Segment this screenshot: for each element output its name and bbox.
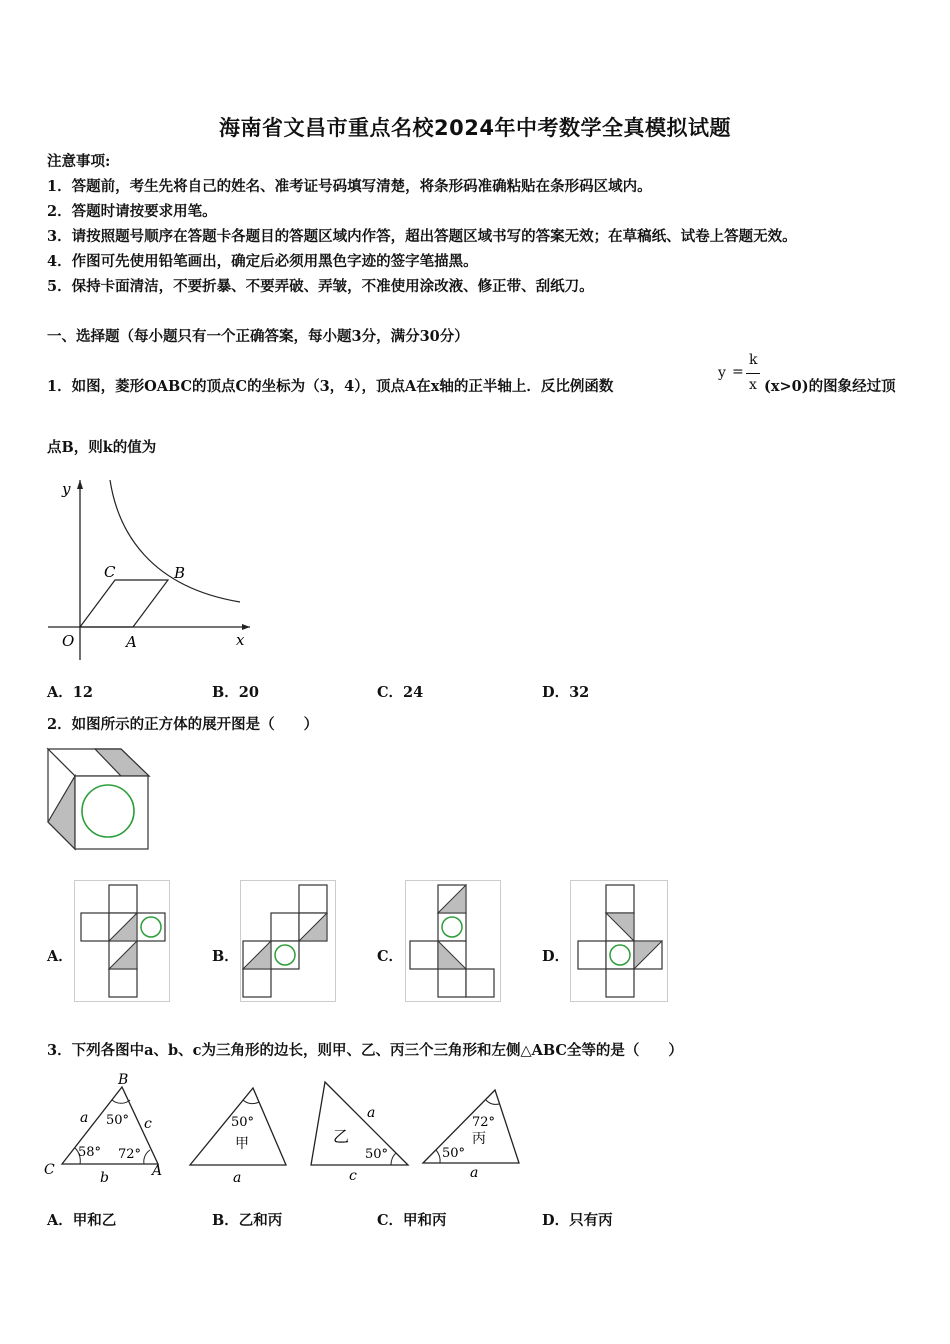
q2-cube-figure [45, 746, 153, 854]
q1-text: 1．如图，菱形OABC的顶点C的坐标为（3，4），顶点A在x轴的正半轴上．反比例函数 [47, 378, 614, 395]
q2-text: 2．如图所示的正方体的展开图是（ ） [47, 716, 319, 733]
notice-item: 1．答题前，考生先将自己的姓名、准考证号码填写清楚，将条形码准确粘贴在条形码区域内。 [47, 178, 652, 195]
q1-figure [40, 472, 270, 662]
q1-option-d[interactable]: D．32 [542, 684, 590, 701]
yi-angle: 50° [365, 1147, 389, 1162]
q3-option-d[interactable]: D．只有丙 [542, 1212, 613, 1229]
label-c: C [104, 563, 116, 581]
q2-net-d[interactable] [570, 880, 668, 1002]
label-x: x [236, 631, 245, 649]
q3-text: 3．下列各图中a、b、c为三角形的边长，则甲、乙、丙三个三角形和左侧△ABC全等的是（ ） [47, 1042, 683, 1059]
notice-item: 4．作图可先使用铅笔画出，确定后必须用黑色字迹的签字笔描黑。 [47, 253, 478, 270]
jia-angle: 50° [231, 1115, 255, 1130]
q3-option-c[interactable]: C．甲和丙 [377, 1212, 447, 1229]
q2-net-b[interactable] [240, 880, 336, 1002]
angle-b: 50° [106, 1113, 130, 1128]
vertex-b: B [118, 1072, 129, 1088]
page-title: 海南省文昌市重点名校2024年中考数学全真模拟试题 [219, 116, 731, 140]
yi-label: 乙 [333, 1127, 350, 1146]
bing-angle-top: 72° [472, 1115, 496, 1130]
q1-option-c[interactable]: C．24 [377, 684, 424, 701]
notice-item: 5．保持卡面清洁，不要折暴、不要弄破、弄皱，不准使用涂改液、修正带、刮纸刀。 [47, 278, 594, 295]
q2-option-c[interactable]: C． [377, 948, 404, 965]
q3-triangle-bing [418, 1080, 528, 1185]
yi-side-a: a [367, 1105, 376, 1121]
hyperbola-curve [110, 480, 240, 602]
notice-item: 3．请按照题号顺序在答题卡各题目的答题区域内作答，超出答题区域书写的答案无效；在草稿纸、试卷上答题无效。 [47, 228, 797, 245]
section-heading: 一、选择题（每小题只有一个正确答案，每小题3分，满分30分） [47, 328, 469, 345]
bing-angle-left: 50° [442, 1146, 466, 1161]
q2-net-a[interactable] [74, 880, 170, 1002]
side-b: b [100, 1170, 109, 1185]
q2-option-d[interactable]: D． [542, 948, 570, 965]
q3-option-a[interactable]: A．甲和乙 [47, 1212, 117, 1229]
q3-triangle-yi [305, 1072, 415, 1184]
y-axis-arrow [77, 480, 83, 489]
q2-option-a[interactable]: A． [47, 948, 73, 965]
vertex-a: A [152, 1163, 163, 1179]
q1-text-cont: (x>0)的图象经过顶 [764, 378, 896, 395]
q3-option-b[interactable]: B．乙和丙 [212, 1212, 283, 1229]
vertex-c: C [44, 1162, 55, 1178]
fraction-numerator: k [749, 352, 758, 368]
label-a: A [126, 633, 137, 651]
label-y: y [62, 480, 71, 498]
q1-text-cont2: 点B，则k的值为 [47, 439, 157, 456]
bing-side: a [470, 1165, 479, 1181]
notice-item: 2．答题时请按要求用笔。 [47, 203, 217, 220]
fraction-denominator: x [749, 377, 757, 393]
angle-c: 58° [78, 1145, 102, 1160]
q2-net-c[interactable] [405, 880, 501, 1002]
side-a: a [80, 1110, 89, 1126]
fraction-equals: = [732, 364, 744, 380]
jia-side: a [233, 1170, 242, 1185]
label-b: B [174, 564, 186, 582]
jia-label: 甲 [235, 1136, 249, 1152]
bing-label: 丙 [472, 1131, 486, 1147]
angle-a: 72° [118, 1147, 142, 1162]
q1-option-b[interactable]: B．20 [212, 684, 259, 701]
label-o: O [62, 632, 75, 650]
fraction-bar [746, 373, 760, 374]
fraction-y: y [718, 365, 726, 381]
q1-option-a[interactable]: A．12 [47, 684, 93, 701]
q1-fraction [718, 352, 764, 398]
side-c: c [144, 1116, 152, 1132]
q3-triangle-abc [40, 1070, 170, 1185]
rhombus-oabc [80, 580, 168, 627]
q3-triangle-jia [185, 1080, 295, 1185]
yi-side-c: c [349, 1168, 357, 1184]
q2-option-b[interactable]: B． [212, 948, 239, 965]
notice-heading: 注意事项: [47, 153, 111, 170]
x-axis-arrow [242, 624, 250, 630]
